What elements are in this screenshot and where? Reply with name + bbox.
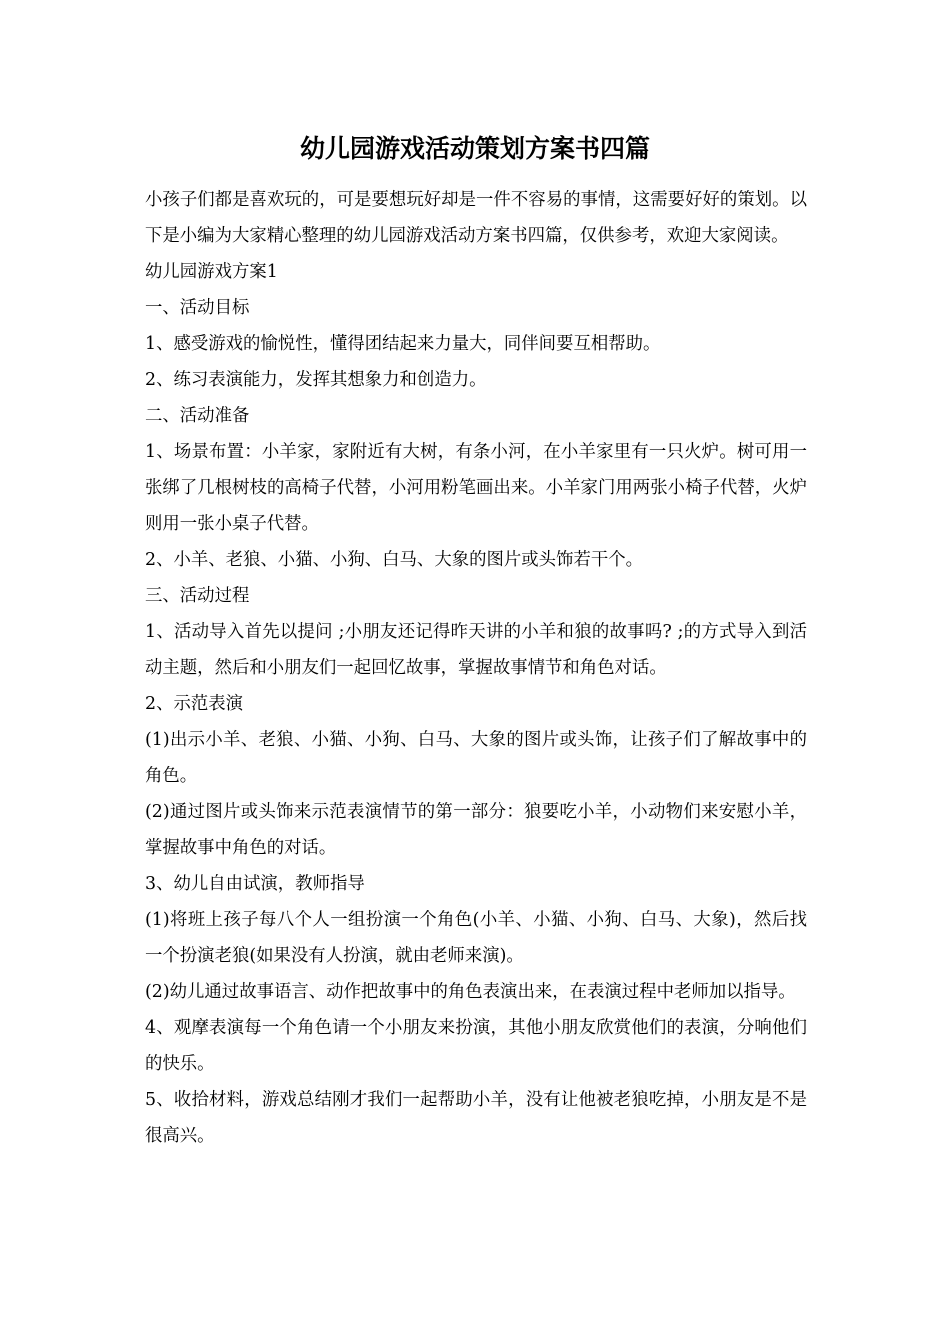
body-paragraph: (1)将班上孩子每八个人一组扮演一个角色(小羊、小猫、小狗、白马、大象)，然后找一个扮演老狼(如果没有人扮演，就由老师来演)。 — [145, 910, 807, 966]
body-paragraph: 2、示范表演 — [145, 694, 244, 714]
body-paragraph: 5、收拾材料，游戏总结刚才我们一起帮助小羊，没有让他被老狼吃掉，小朋友是不是很高兴。 — [145, 1090, 807, 1146]
body-paragraph: 4、观摩表演每一个角色请一个小朋友来扮演，其他小朋友欣赏他们的表演，分响他们的快乐。 — [145, 1018, 807, 1074]
body-paragraph: 2、小羊、老狼、小猫、小狗、白马、大象的图片或头饰若干个。 — [145, 550, 644, 570]
subsection-heading: 三、活动过程 — [145, 586, 250, 606]
intro-paragraph: 小孩子们都是喜欢玩的，可是要想玩好却是一件不容易的事情，这需要好好的策划。以下是小编为大家精心整理的幼儿园游戏活动方案书四篇，仅供参考，欢迎大家阅读。 — [145, 190, 807, 246]
body-paragraph: 1、活动导入首先以提问 ;小朋友还记得昨天讲的小羊和狼的故事吗? ;的方式导入到活动主题，然后和小朋友们一起回忆故事，掌握故事情节和角色对话。 — [145, 622, 807, 678]
body-paragraph: (2)幼儿通过故事语言、动作把故事中的角色表演出来，在表演过程中老师加以指导。 — [145, 982, 796, 1002]
body-paragraph: (2)通过图片或头饰来示范表演情节的第一部分：狼要吃小羊，小动物们来安慰小羊，掌握故事中角色的对话。 — [145, 802, 807, 858]
subsection-heading: 二、活动准备 — [145, 406, 250, 426]
body-paragraph: 3、幼儿自由试演，教师指导 — [145, 874, 365, 894]
subsection-heading: 一、活动目标 — [145, 298, 250, 318]
body-paragraph: 1、场景布置：小羊家，家附近有大树，有条小河，在小羊家里有一只火炉。树可用一张绑了几根树枝的高椅子代替，小河用粉笔画出来。小羊家门用两张小椅子代替，火炉则用一张小桌子代替。 — [145, 442, 807, 534]
body-paragraph: 1、感受游戏的愉悦性，懂得团结起来力量大，同伴间要互相帮助。 — [145, 334, 661, 354]
document-title: 幼儿园游戏活动策划方案书四篇 — [299, 134, 650, 163]
body-paragraph: (1)出示小羊、老狼、小猫、小狗、白马、大象的图片或头饰，让孩子们了解故事中的角色。 — [145, 730, 807, 786]
section-heading: 幼儿园游戏方案1 — [145, 262, 278, 282]
body-paragraph: 2、练习表演能力，发挥其想象力和创造力。 — [145, 370, 487, 390]
document-body — [145, 182, 807, 1154]
